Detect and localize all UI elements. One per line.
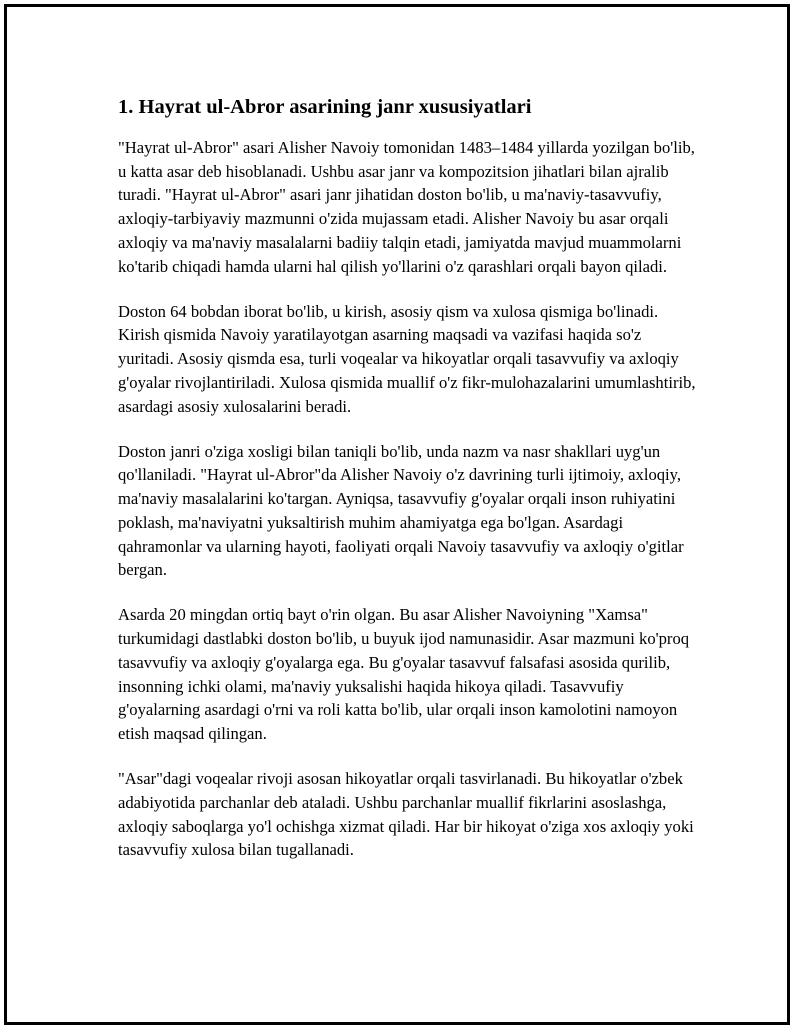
section-heading: 1. Hayrat ul-Abror asarining janr xususiyatlari xyxy=(118,96,532,118)
paragraph-4: Asarda 20 mingdan ortiq bayt o'rin olgan. Bu asar Alisher Navoiyning "Xamsa" turkumidagi dastlabki doston bo'lib, u buyuk ijod namunasidir. Asar mazmuni ko'proq tasavvufiy va axloqiy g'oyalarga ega. Bu g'oyalar tasavvuf falsafasi asosida qurilib, insonning ichki olami, ma'naviy yuksalishi haqida hikoya qiladi. Tasavvufiy g'oyalarning asardagi o'rni va roli katta bo'lib, ular orqali inson kamolotini namoyon etish maqsad qilingan. xyxy=(118,605,690,743)
paragraph-2: Doston 64 bobdan iborat bo'lib, u kirish, asosiy qism va xulosa qismiga bo'linadi. Kirish qismida Navoiy yaratilayotgan asarning maqsadi va vazifasi haqida so'z yuritadi. Asosiy qismda esa, turli voqealar va hikoyatlar orqali tasavvufiy va axloqiy g'oyalar rivojlantiriladi. Xulosa qismida muallif o'z fikr-mulohazalarini umumlashtirib, asardagi asosiy xulosalarini beradi. xyxy=(118,301,696,416)
paragraph-5: "Asar"dagi voqealar rivoji asosan hikoyatlar orqali tasvirlanadi. Bu hikoyatlar o'zbek adabiyotida parchanlar deb ataladi. Ushbu parchanlar muallif fikrlarini asoslashga, axloqiy saboqlarga yo'l ochishga xizmat qiladi. Har bir hikoyat o'ziga xos axloqiy yoki tasavvufiy xulosa bilan tugallanadi. xyxy=(118,769,694,860)
paragraph-1: "Hayrat ul-Abror" asari Alisher Navoiy tomonidan 1483–1484 yillarda yozilgan bo'lib, u katta asar deb hisoblanadi. Ushbu asar janr va kompozitsion jihatlari bilan ajralib turadi. "Hayrat ul-Abror" asari janr jihatidan doston bo'lib, u ma'naviy-tasavvufiy, axloqiy-tarbiyaviy mazmunni o'zida mujassam etadi. Alisher Navoiy bu asar orqali axloqiy va ma'naviy masalalarni badiiy talqin etadi, jamiyatda mavjud muammolarni ko'tarib chiqadi hamda ularni hal qilish yo'llarini o'z qarashlari orqali bayon qiladi. xyxy=(118,138,695,276)
paragraph-3: Doston janri o'ziga xosligi bilan taniqli bo'lib, unda nazm va nasr shakllari uyg'un qo'llaniladi. "Hayrat ul-Abror"da Alisher Navoiy o'z davrining turli ijtimoiy, axloqiy, ma'naviy masalalarini ko'targan. Ayniqsa, tasavvufiy g'oyalar orqali inson ruhiyatini poklash, ma'naviyatni yuksaltirish muhim ahamiyatga ega bo'lgan. Asardagi qahramonlar va ularning hayoti, faoliyati orqali Navoiy tasavvufiy va axloqiy o'gitlar bergan. xyxy=(118,441,684,580)
document-body xyxy=(118,94,696,883)
